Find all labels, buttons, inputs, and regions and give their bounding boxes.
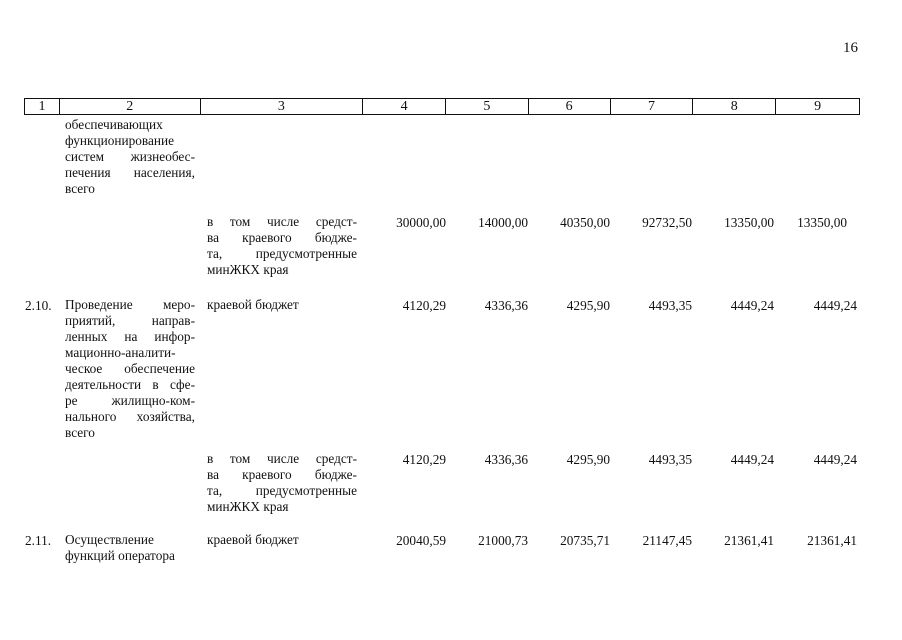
name-line: всего bbox=[65, 181, 95, 196]
table-row-source-2 bbox=[207, 297, 357, 313]
row-4-value-8: 21361,41 bbox=[724, 533, 774, 548]
name-line: ре жилищно-ком- bbox=[65, 393, 195, 408]
table-row-name-0 bbox=[65, 117, 195, 197]
row-4-value-4: 20040,59 bbox=[396, 533, 446, 548]
source-line: ва краевого бюдже- bbox=[207, 230, 357, 245]
row-2-value-9: 4449,24 bbox=[813, 298, 857, 313]
name-line: всего bbox=[65, 425, 95, 440]
row-1-value-9: 13350,00 bbox=[797, 215, 847, 230]
source-line: в том числе средст- bbox=[207, 451, 357, 466]
row-1-value-7: 92732,50 bbox=[642, 215, 692, 230]
row-1-value-5: 14000,00 bbox=[478, 215, 528, 230]
name-line: мационно-аналити- bbox=[65, 345, 176, 360]
row-3-value-9: 4449,24 bbox=[813, 452, 857, 467]
name-line: печения населения, bbox=[65, 165, 195, 180]
row-1-value-6: 40350,00 bbox=[560, 215, 610, 230]
row-3-value-5: 4336,36 bbox=[484, 452, 528, 467]
name-line: систем жизнеобес- bbox=[65, 149, 195, 164]
row-2-value-4: 4120,29 bbox=[402, 298, 446, 313]
source-line: та, предусмотренные bbox=[207, 483, 357, 498]
row-2-value-6: 4295,90 bbox=[566, 298, 610, 313]
name-line: Осуществление bbox=[65, 532, 154, 547]
row-4-value-7: 21147,45 bbox=[642, 533, 692, 548]
row-1-value-8: 13350,00 bbox=[724, 215, 774, 230]
name-line: нального хозяйства, bbox=[65, 409, 195, 424]
table-row-source-1 bbox=[207, 214, 357, 278]
row-4-value-6: 20735,71 bbox=[560, 533, 610, 548]
source-line: краевой бюджет bbox=[207, 297, 299, 312]
row-4-value-5: 21000,73 bbox=[478, 533, 528, 548]
source-line: краевой бюджет bbox=[207, 532, 299, 547]
row-2-value-7: 4493,35 bbox=[648, 298, 692, 313]
header-col-6: 6 bbox=[529, 99, 611, 114]
header-col-1: 1 bbox=[25, 99, 60, 114]
page-number: 16 bbox=[843, 40, 858, 56]
row-1-value-4: 30000,00 bbox=[396, 215, 446, 230]
row-3-value-8: 4449,24 bbox=[730, 452, 774, 467]
table-header-row bbox=[24, 98, 860, 115]
row-2-value-8: 4449,24 bbox=[730, 298, 774, 313]
header-col-7: 7 bbox=[611, 99, 694, 114]
row-2-value-5: 4336,36 bbox=[484, 298, 528, 313]
source-line: в том числе средст- bbox=[207, 214, 357, 229]
row-2-number: 2.10. bbox=[25, 298, 52, 313]
name-line: деятельности в сфе- bbox=[65, 377, 195, 392]
source-line: та, предусмотренные bbox=[207, 246, 357, 261]
source-line: ва краевого бюдже- bbox=[207, 467, 357, 482]
row-3-value-6: 4295,90 bbox=[566, 452, 610, 467]
name-line: функций оператора bbox=[65, 548, 175, 563]
table-row-name-2 bbox=[65, 297, 195, 441]
name-line: ленных на инфор- bbox=[65, 329, 195, 344]
name-line: функционирование bbox=[65, 133, 175, 148]
header-col-8: 8 bbox=[693, 99, 776, 114]
table-row-source-4 bbox=[207, 532, 357, 548]
header-col-5: 5 bbox=[446, 99, 529, 114]
name-line: ческое обеспечение bbox=[65, 361, 195, 376]
header-col-4: 4 bbox=[363, 99, 446, 114]
row-4-number: 2.11. bbox=[25, 533, 52, 548]
name-line: Проведение меро- bbox=[65, 297, 195, 312]
name-line: обеспечивающих bbox=[65, 117, 163, 132]
header-col-9: 9 bbox=[814, 99, 822, 114]
table-row-source-3 bbox=[207, 451, 357, 515]
row-3-value-4: 4120,29 bbox=[402, 452, 446, 467]
row-4-value-9: 21361,41 bbox=[807, 533, 857, 548]
row-3-value-7: 4493,35 bbox=[648, 452, 692, 467]
table-row-name-4 bbox=[65, 532, 200, 564]
source-line: минЖКХ края bbox=[207, 499, 289, 514]
header-col-3: 3 bbox=[201, 99, 364, 114]
name-line: приятий, направ- bbox=[65, 313, 195, 328]
source-line: минЖКХ края bbox=[207, 262, 289, 277]
header-col-2: 2 bbox=[60, 99, 201, 114]
